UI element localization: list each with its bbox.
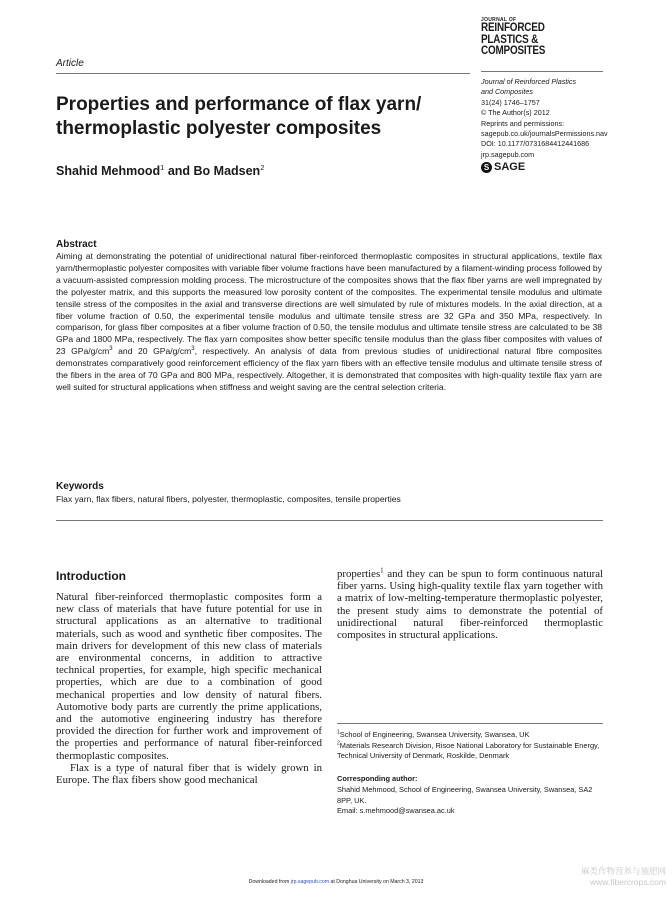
affiliation-1-text: School of Engineering, Swansea University, Swansea, UK <box>339 730 530 739</box>
intro-right-text-2: and they can be spun to form continuous natural fiber yarns. Using high-quality textile flax yarn together with a matrix of low-melting-temperature thermoplastic polyester, the present study aims to demonstrate the potential of unidirectional natural fiber-reinforced thermoplastic composites in structural applications. <box>337 568 603 642</box>
author-1-affiliation-mark: 1 <box>160 163 165 172</box>
introduction-right-column <box>337 568 603 641</box>
sage-logo-icon: S <box>481 162 492 173</box>
corresponding-author-email[interactable]: Email: s.mehmood@swansea.ac.uk <box>337 806 455 816</box>
abstract-text-2: and 20 GPa/g/cm <box>112 346 192 357</box>
affiliation-1 <box>337 730 603 741</box>
header-divider-right <box>481 71 603 72</box>
author-separator: and <box>164 164 194 179</box>
abstract-text-3: , respectively. An analysis of data from previous studies of unidirectional natural fibre composites demonstrates comparatively good reinforcement efficiency of the flax yarn fibers with an effective tensile modulus and ultimate tensile stress of the fibers in the area of 70 GPa and 800 MPa, respectively. Altogether, it is demonstrated that composites with high-quality textile flax yarn are well suited for structural applications when stiffness and weight saving are the central selection criteria. <box>56 346 602 392</box>
author-2: Bo Madsen <box>193 164 261 179</box>
meta-journal-line-2: and Composites <box>481 87 533 97</box>
introduction-heading: Introduction <box>56 569 126 583</box>
watermark-line-2: www.fibercrops.com <box>589 877 666 887</box>
corresponding-author-heading: Corresponding author: <box>337 774 418 783</box>
affiliation-2-text: Materials Research Division, Risoe National Laboratory for Sustainable Energy, Technical University of Denmark, Roskilde, Denmark <box>337 740 600 761</box>
meta-reprints-link[interactable]: sagepub.co.uk/journalsPermissions.nav <box>481 129 608 139</box>
meta-doi[interactable]: DOI: 10.1177/0731684412441686 <box>481 139 590 149</box>
abstract-superscript-2: 3 <box>191 346 195 353</box>
introduction-paragraph-continued <box>337 568 603 641</box>
introduction-paragraph-1: Natural fiber-reinforced thermoplastic composites form a new class of materials that have future potential for use in structural applications as an alternative to traditional materials, such as wood and synthetic fiber composites. The main drivers for development of this new class of materials are environmental concerns, in addition to attractive technical properties, for example, high specific mechanical properties, which are due to a combination of good mechanical properties and low density of natural fibers. Automotive body parts are currently the prime applications, and the automotive engineering industry has therefore provided the direction for further work and improvement of the properties and performance of natural fiber-reinforced thermoplastic composites. <box>56 591 322 762</box>
footnote-divider <box>337 723 603 724</box>
article-type-label: Article <box>56 58 84 69</box>
author-list <box>56 163 264 178</box>
abstract-text-1: Aiming at demonstrating the potential of unidirectional natural fiber-reinforced thermoplastic composites in structural applications, textile flax yarn/thermoplastic polyester composites with variable fiber volume fractions have been manufactured by a filament-winding process followed by a vacuum-assisted compression molding process. The microstructure of the composites shows that the flax fiber yarns are well impregnated by the polyester matrix, and this supports the measured low porosity content of the composites. The experimental tensile modulus and ultimate tensile stress of the composites in the axial and transverse directions are well simulated by rule of mixtures models. In the axial direction, at a fiber volume fraction of 0.50, the experimental tensile modulus and ultimate tensile stress are 32 GPa and 350 MPa, respectively. In comparison, for glass fiber composites at a fiber volume fraction of 0.50, the tensile modulus and ultimate tensile stress are calculated to be 38 GPa and 1800 MPa, respectively. The flax yarn composites show better specific tensile modulus than the glass fiber composites with values of 23 GPa/g/cm <box>56 251 602 357</box>
download-link[interactable]: jrp.sagepub.com <box>290 879 330 885</box>
meta-site-link[interactable]: jrp.sagepub.com <box>481 149 535 159</box>
meta-reprints: Reprints and permissions: <box>481 118 565 128</box>
corresponding-author <box>337 785 603 817</box>
journal-name-line-3: COMPOSITES <box>481 45 546 57</box>
download-suffix: at Donghua University on March 3, 2013 <box>329 879 424 885</box>
meta-volume: 31(24) 1746–1757 <box>481 97 540 107</box>
keywords-heading: Keywords <box>56 481 104 492</box>
affiliations <box>337 730 603 762</box>
article-title: Properties and performance of flax yarn/ thermoplastic polyester composites <box>56 94 422 139</box>
corresponding-author-address: Shahid Mehmood, School of Engineering, Swansea University, Swansea, SA2 8PP, UK. <box>337 785 593 805</box>
publisher-logo <box>481 161 525 173</box>
journal-name-line-1: REINFORCED <box>481 22 545 34</box>
journal-metadata <box>481 77 661 160</box>
download-prefix: Downloaded from <box>248 879 291 885</box>
affiliation-2-mark: 2 <box>337 740 340 747</box>
header-divider-left <box>56 73 470 74</box>
meta-journal-line-1: Journal of Reinforced Plastics <box>481 77 577 86</box>
author-2-affiliation-mark: 2 <box>260 163 265 172</box>
abstract-body <box>56 251 602 394</box>
journal-logo <box>481 18 556 58</box>
abstract-divider <box>56 520 603 521</box>
introduction-left-column <box>56 591 322 786</box>
watermark <box>548 866 666 888</box>
affiliation-1-mark: 1 <box>337 729 340 736</box>
introduction-paragraph-2: Flax is a type of natural fiber that is widely grown in Europe. The flax fibers show good mechanical <box>56 761 322 787</box>
journal-of-label: JOURNAL OF <box>481 17 517 23</box>
citation-1[interactable]: 1 <box>380 566 384 575</box>
author-1: Shahid Mehmood <box>56 164 161 179</box>
abstract-superscript-1: 3 <box>109 346 113 353</box>
affiliation-2 <box>337 741 603 762</box>
meta-copyright: © The Author(s) 2012 <box>481 108 550 118</box>
keywords-list: Flax yarn, flax fibers, natural fibers, polyester, thermoplastic, composites, tensile properties <box>56 494 401 504</box>
watermark-line-1: 麻类作物营养与施肥网 <box>580 866 666 876</box>
abstract-heading: Abstract <box>56 239 97 250</box>
intro-right-text-1: properties <box>337 568 381 580</box>
publisher-name: SAGE <box>494 161 526 173</box>
journal-name-line-2: PLASTICS & <box>481 33 539 46</box>
